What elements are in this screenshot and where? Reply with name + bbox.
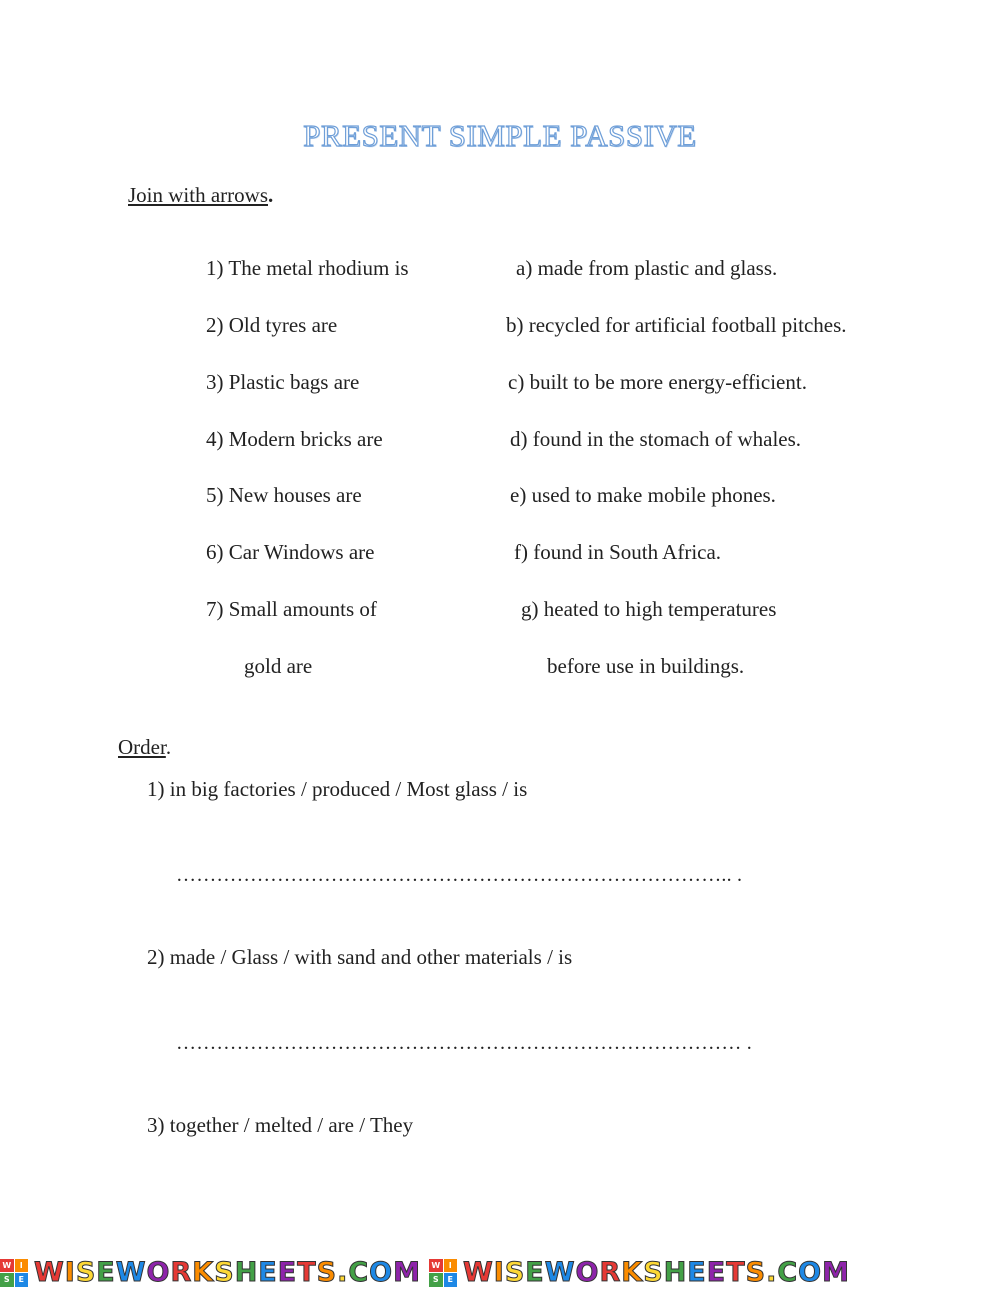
logo-letter-e: E xyxy=(15,1273,29,1287)
brand-letter: O xyxy=(575,1257,600,1288)
brand-letter: T xyxy=(297,1257,317,1288)
brand-letter: E xyxy=(258,1257,278,1288)
brand-letter: S xyxy=(316,1257,338,1288)
brand-letter: M xyxy=(822,1257,850,1288)
match-right-f: f) found in South Africa. xyxy=(514,540,722,564)
brand-logo-icon xyxy=(0,1259,28,1287)
brand-letter: O xyxy=(369,1257,394,1288)
join-instruction-period: . xyxy=(268,183,274,207)
brand-letter: I xyxy=(64,1257,76,1288)
logo-letter-s: S xyxy=(429,1273,443,1287)
brand-letter: K xyxy=(621,1257,644,1288)
brand-letter: O xyxy=(798,1257,823,1288)
order-item-3: 3) together / melted / are / They xyxy=(147,1113,414,1137)
brand-letter: S xyxy=(504,1257,526,1288)
match-left-2: 2) Old tyres are xyxy=(206,313,338,337)
logo-letter-w: W xyxy=(0,1259,14,1273)
brand-letter: . xyxy=(337,1257,349,1288)
match-right-d: d) found in the stomach of whales. xyxy=(510,427,802,451)
logo-letter-i: I xyxy=(15,1259,29,1273)
brand-letter: E xyxy=(525,1257,545,1288)
match-left-1: 1) The metal rhodium is xyxy=(206,256,409,280)
order-instruction-text: Order xyxy=(118,735,166,759)
match-left-3: 3) Plastic bags are xyxy=(206,370,360,394)
brand-letter: C xyxy=(777,1257,799,1288)
brand-letter: R xyxy=(599,1257,622,1288)
brand-letter: S xyxy=(643,1257,664,1288)
brand-letter: E xyxy=(96,1257,116,1288)
page-title: PRESENT SIMPLE PASSIVE xyxy=(303,118,697,153)
answer-line-1[interactable]: ……………………………………………………………………….. . xyxy=(176,864,743,886)
brand-letter: S xyxy=(745,1257,767,1288)
match-right-b: b) recycled for artificial football pitches. xyxy=(506,313,847,337)
brand-2 xyxy=(429,1257,850,1288)
order-instruction-period: . xyxy=(165,735,172,759)
match-left-7: 7) Small amounts of xyxy=(206,597,377,621)
match-left-4: 4) Modern bricks are xyxy=(206,427,383,451)
match-right-a: a) made from plastic and glass. xyxy=(516,256,778,280)
logo-letter-w: W xyxy=(429,1259,443,1273)
match-right-g: g) heated to high temperatures xyxy=(521,597,777,621)
brand-text xyxy=(34,1257,421,1288)
brand-letter: W xyxy=(463,1257,494,1288)
brand-letter: R xyxy=(170,1257,193,1288)
brand-letter: O xyxy=(146,1257,171,1288)
match-right-g-cont: before use in buildings. xyxy=(547,654,745,678)
brand-letter: W xyxy=(34,1257,65,1288)
brand-letter: . xyxy=(766,1257,778,1288)
order-item-2: 2) made / Glass / with sand and other materials / is xyxy=(147,945,573,969)
join-instruction xyxy=(118,183,273,208)
logo-letter-e: E xyxy=(444,1273,458,1287)
match-left-6: 6) Car Windows are xyxy=(206,540,375,564)
brand-letter: H xyxy=(234,1257,259,1288)
order-item-1: 1) in big factories / produced / Most glass / is xyxy=(147,777,528,801)
join-instruction-text: Join with arrows xyxy=(128,183,268,207)
match-right-e: e) used to make mobile phones. xyxy=(510,483,776,507)
match-right-c: c) built to be more energy-efficient. xyxy=(508,370,807,394)
order-instruction xyxy=(118,735,171,760)
logo-letter-i: I xyxy=(444,1259,458,1273)
match-left-5: 5) New houses are xyxy=(206,483,362,507)
brand-letter: K xyxy=(192,1257,215,1288)
footer-watermark xyxy=(0,1254,1000,1291)
brand-letter: T xyxy=(726,1257,746,1288)
brand-letter: E xyxy=(277,1257,298,1288)
brand-letter: W xyxy=(544,1257,576,1288)
brand-letter: E xyxy=(706,1257,727,1288)
logo-letter-s: S xyxy=(0,1273,14,1287)
brand-letter: S xyxy=(75,1257,97,1288)
brand-letter: S xyxy=(214,1257,235,1288)
brand-logo-icon xyxy=(429,1259,457,1287)
brand-letter: W xyxy=(115,1257,147,1288)
brand-letter: C xyxy=(348,1257,370,1288)
match-left-7-cont: gold are xyxy=(244,654,313,678)
brand-letter: M xyxy=(393,1257,421,1288)
answer-line-2[interactable]: ………………………………………………………………………… . xyxy=(176,1032,752,1054)
brand-letter: E xyxy=(687,1257,707,1288)
brand-letter: H xyxy=(663,1257,688,1288)
brand-letter: I xyxy=(493,1257,505,1288)
brand-text xyxy=(463,1257,850,1288)
brand-1 xyxy=(0,1257,421,1288)
